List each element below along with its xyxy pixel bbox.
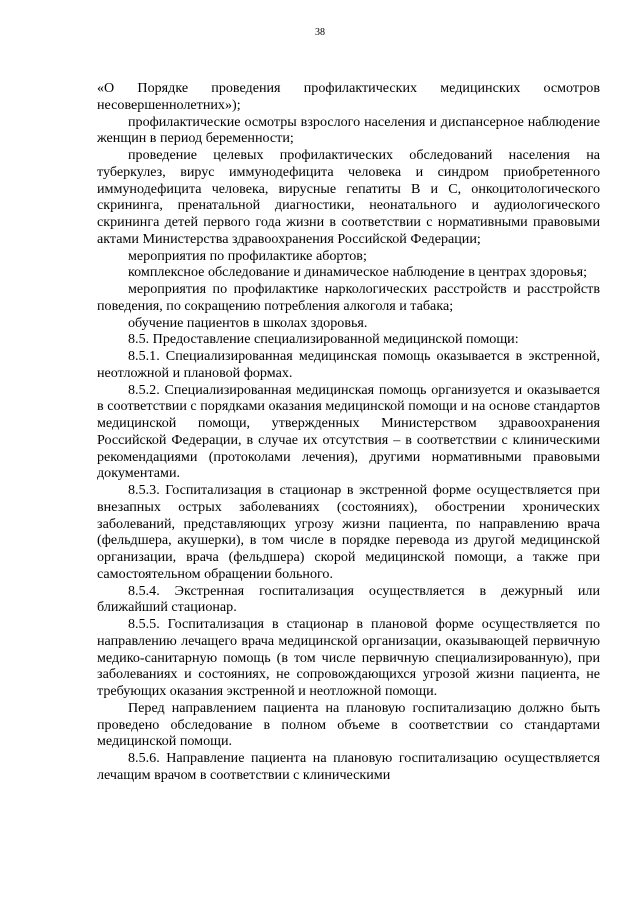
- paragraph: проведение целевых профилактических обследований населения на туберкулез, вирус иммунодефицита человека и синдром приобретенного иммунодефицита человека, вирусные гепатиты В и С, онкоцитологического скрининга, пренатальной диагностики, неонатального и аудиологического скрининга детей первого года жизни в соответствии с нормативными правовыми актами Министерства здравоохранения Российской Федерации;: [97, 147, 600, 247]
- paragraph: профилактические осмотры взрослого населения и диспансерное наблюдение женщин в период беременности;: [97, 113, 600, 147]
- document-body: [97, 80, 600, 784]
- paragraph: «О Порядке проведения профилактических медицинских осмотров несовершеннолетних»);: [97, 80, 600, 113]
- paragraph: 8.5.5. Госпитализация в стационар в плановой форме осуществляется по направлению лечащего врача медицинской организации, оказывающей первичную медико-санитарную помощь (в том числе первичную специализированную), при заболеваниях и состояниях, не сопровождающихся угрозой жизни пациента, не требующих оказания экстренной и неотложной помощи.: [97, 616, 600, 699]
- paragraph: обучение пациентов в школах здоровья.: [128, 314, 368, 331]
- paragraph: 8.5.4. Экстренная госпитализация осуществляется в дежурный или ближайший стационар.: [97, 582, 600, 616]
- paragraph: мероприятия по профилактике абортов;: [128, 247, 367, 264]
- paragraph: 8.5.1. Специализированная медицинская помощь оказывается в экстренной, неотложной и плановой формах.: [97, 348, 600, 381]
- paragraph: 8.5.2. Специализированная медицинская помощь организуется и оказывается в соответствии с порядками оказания медицинской помощи и на основе стандартов медицинской помощи, утвержденных Министерством здравоохранения Российской Федерации, в случае их отсутствия – в соответствии с клиническими рекомендациями (протоколами лечения), другими нормативными правовыми документами.: [97, 381, 600, 482]
- paragraph: 8.5.6. Направление пациента на плановую госпитализацию осуществляется лечащим врачом в соответствии с клиническими: [97, 750, 600, 783]
- paragraph: комплексное обследование и динамическое наблюдение в центрах здоровья;: [128, 264, 588, 281]
- page-number: 38: [315, 27, 325, 38]
- paragraph: 8.5.3. Госпитализация в стационар в экстренной форме осуществляется при внезапных острых заболеваниях (состояниях), обострении хронических заболеваний, представляющих угрозу жизни пациента, по направлению врача (фельдшера, акушерки), в том числе в порядке перевода из другой медицинской организации, врача (фельдшера) скорой медицинской помощи, а также при самостоятельном обращении больного.: [97, 482, 600, 582]
- section-heading: 8.5. Предоставление специализированной медицинской помощи:: [128, 331, 519, 348]
- paragraph: мероприятия по профилактике наркологических расстройств и расстройств поведения, по сокращению потребления алкоголя и табака;: [97, 281, 600, 314]
- paragraph: Перед направлением пациента на плановую госпитализацию должно быть проведено обследование в полном объеме в соответствии со стандартами медицинской помощи.: [97, 699, 600, 750]
